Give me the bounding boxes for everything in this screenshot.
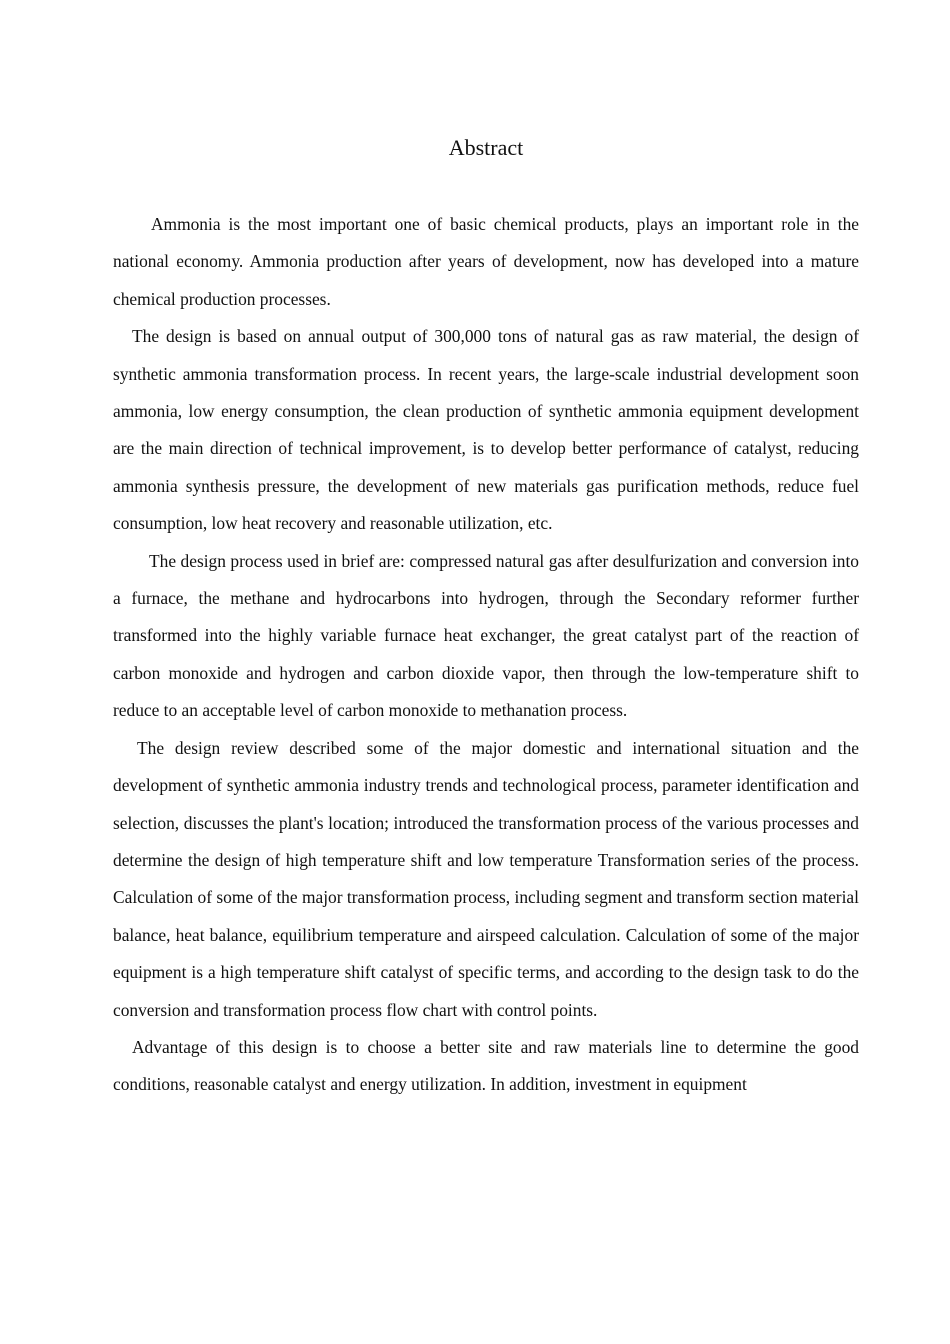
abstract-title: Abstract — [448, 135, 524, 160]
abstract-body — [113, 206, 859, 1104]
abstract-paragraph-1: Ammonia is the most important one of basic chemical products, plays an important role in the national economy. Ammonia production after years of development, now has developed into a mature chemical production processes. — [113, 214, 859, 309]
abstract-paragraph-4: The design review described some of the major domestic and international situation and the development of synthetic ammonia industry trends and technological process, parameter identification and selection, discusses the plant's location; introduced the transformation process of the various processes and determine the design of high temperature shift and low temperature Transformation series of the process. Calculation of some of the major transformation process, including segment and transform section material balance, heat balance, equilibrium temperature and airspeed calculation. Calculation of some of the major equipment is a high temperature shift catalyst of specific terms, and according to the design task to do the conversion and transformation process flow chart with control points. — [113, 737, 859, 1020]
abstract-paragraph-2: The design is based on annual output of 300,000 tons of natural gas as raw material, the design of synthetic ammonia transformation process. In recent years, the large-scale industrial development soon ammonia, low energy consumption, the clean production of synthetic ammonia equipment development are the main direction of technical improvement, is to develop better performance of catalyst, reducing ammonia synthesis pressure, the development of new materials gas purification methods, reduce fuel consumption, low heat recovery and reasonable utilization, etc. — [113, 326, 859, 534]
abstract-paragraph-5: Advantage of this design is to choose a better site and raw materials line to determine the good conditions, reasonable catalyst and energy utilization. In addition, investment in equipment — [113, 1036, 859, 1095]
abstract-paragraph-3: The design process used in brief are: compressed natural gas after desulfurization and conversion into a furnace, the methane and hydrocarbons into hydrogen, through the Secondary reformer further transformed into the highly variable furnace heat exchanger, the great catalyst part of the reaction of carbon monoxide and hydrogen and carbon dioxide vapor, then through the low-temperature shift to reduce to an acceptable level of carbon monoxide to methanation process. — [113, 550, 859, 721]
